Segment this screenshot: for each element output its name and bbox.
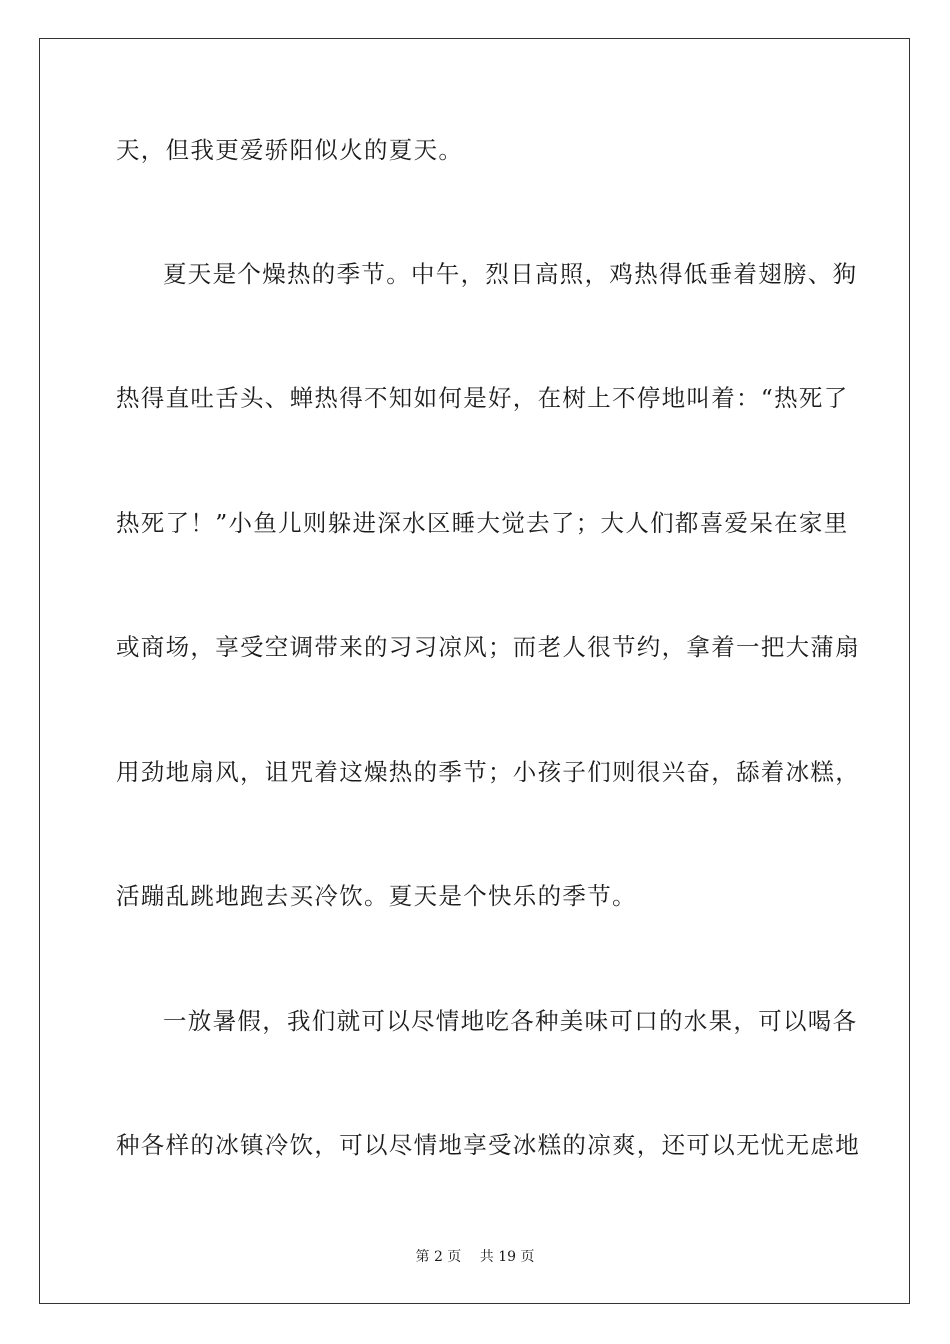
text-line: 热死了！”小鱼儿则躲进深水区睡大觉去了；大人们都喜爱呆在家里 (116, 509, 849, 537)
text-line: 用劲地扇风，诅咒着这燥热的季节；小孩子们则很兴奋，舔着冰糕， (116, 758, 860, 786)
paragraph-first-line: 夏天是个燥热的季节。中午，烈日高照，鸡热得低垂着翅膀、狗 (163, 260, 858, 288)
paragraph-first-line: 一放暑假，我们就可以尽情地吃各种美味可口的水果，可以喝各 (163, 1007, 858, 1035)
text-line: 种各样的冰镇冷饮，可以尽情地享受冰糕的凉爽，还可以无忧无虑地 (116, 1131, 860, 1159)
text-line: 或商场，享受空调带来的习习凉风；而老人很节约，拿着一把大蒲扇 (116, 633, 860, 661)
text-line: 天，但我更爱骄阳似火的夏天。 (116, 136, 464, 164)
page-number: 第 2 页 共 19 页 (415, 1249, 535, 1265)
text-line: 热得直吐舌头、蝉热得不知如何是好，在树上不停地叫着：“热死了 (116, 384, 849, 412)
text-line: 活蹦乱跳地跑去买冷饮。夏天是个快乐的季节。 (116, 882, 637, 910)
page-border (39, 38, 910, 1304)
